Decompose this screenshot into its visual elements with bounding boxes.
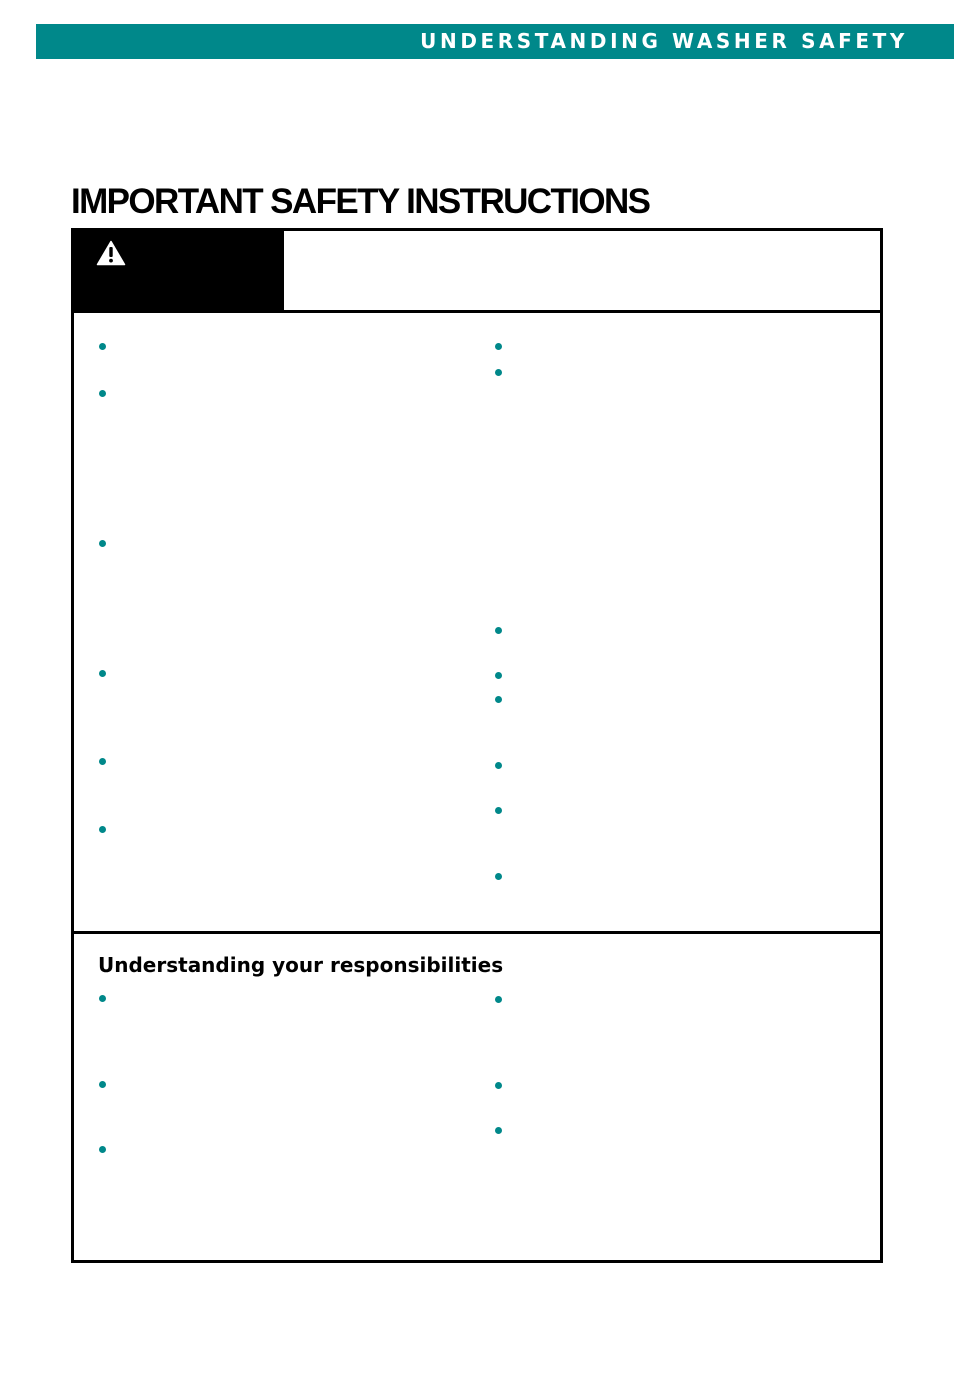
bullet-dot-icon: [495, 696, 502, 703]
bullet-dot-icon: [99, 1146, 106, 1153]
bullet-dot-icon: [495, 762, 502, 769]
header-band: [36, 24, 954, 59]
bullet-dot-icon: [495, 1127, 502, 1134]
bullet-dot-icon: [495, 369, 502, 376]
bullet-dot-icon: [495, 1082, 502, 1089]
bullet-dot-icon: [495, 996, 502, 1003]
bullet-dot-icon: [99, 343, 106, 350]
bullet-dot-icon: [99, 670, 106, 677]
responsibilities-heading: Understanding your responsibilities: [98, 953, 504, 977]
section-title: UNDERSTANDING WASHER SAFETY: [420, 29, 908, 53]
bullet-dot-icon: [495, 627, 502, 634]
warning-divider: [74, 310, 880, 313]
warning-triangle-icon: [96, 240, 126, 266]
bullet-dot-icon: [495, 343, 502, 350]
page-title: IMPORTANT SAFETY INSTRUCTIONS: [71, 182, 650, 221]
warning-block: [74, 231, 284, 310]
bullet-dot-icon: [495, 807, 502, 814]
safety-panel: [71, 228, 883, 1263]
bullet-dot-icon: [99, 758, 106, 765]
bullet-dot-icon: [99, 995, 106, 1002]
bullet-dot-icon: [99, 540, 106, 547]
section-divider: [74, 931, 880, 934]
bullet-dot-icon: [495, 672, 502, 679]
bullet-dot-icon: [99, 1081, 106, 1088]
bullet-dot-icon: [99, 390, 106, 397]
bullet-dot-icon: [495, 873, 502, 880]
bullet-dot-icon: [99, 826, 106, 833]
